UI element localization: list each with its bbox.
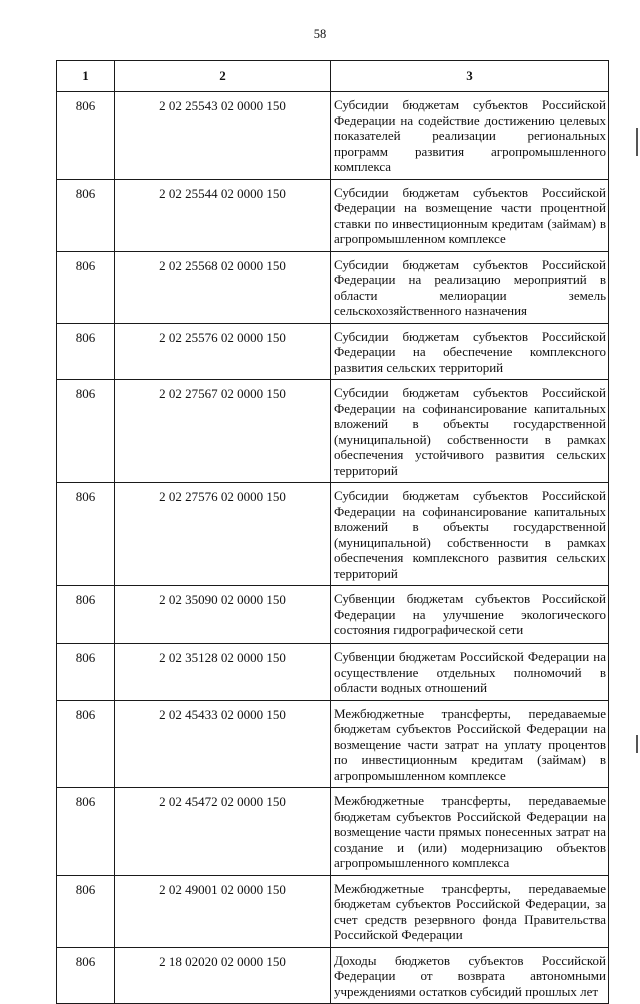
admin-code-cell: 806 [57, 875, 115, 947]
description-cell: Субсидии бюджетам субъектов Российской Федерации на обеспечение комплексного развития сельских территорий [331, 323, 609, 380]
admin-code-cell: 806 [57, 251, 115, 323]
kbk-code-cell: 2 02 27567 02 0000 150 [115, 380, 331, 483]
table-row [57, 483, 609, 586]
admin-code-cell: 806 [57, 700, 115, 788]
budget-classification-table [56, 60, 609, 1004]
description-cell: Межбюджетные трансферты, передаваемые бюджетам субъектов Российской Федерации на возмещение части затрат на уплату процентов по инвестиционным кредитам (займам) в агропромышленном комплексе [331, 700, 609, 788]
description-cell: Субсидии бюджетам субъектов Российской Федерации на возмещение части процентной ставки по инвестиционным кредитам (займам) в агропромышленном комплексе [331, 179, 609, 251]
table-row [57, 380, 609, 483]
column-header-3: 3 [331, 61, 609, 92]
page-number: 58 [313, 27, 327, 41]
admin-code-cell: 806 [57, 788, 115, 876]
table-row [57, 251, 609, 323]
kbk-code-cell: 2 02 27576 02 0000 150 [115, 483, 331, 586]
table-row [57, 788, 609, 876]
admin-code-cell: 806 [57, 947, 115, 1004]
description-cell: Субсидии бюджетам субъектов Российской Федерации на содействие достижению целевых показателей реализации региональных программ развития агропромышленного комплекса [331, 92, 609, 180]
table-row [57, 947, 609, 1004]
kbk-code-cell: 2 02 25568 02 0000 150 [115, 251, 331, 323]
admin-code-cell: 806 [57, 586, 115, 644]
admin-code-cell: 806 [57, 380, 115, 483]
description-cell: Субвенции бюджетам субъектов Российской Федерации на улучшение экологического состояния гидрографической сети [331, 586, 609, 644]
kbk-code-cell: 2 02 25576 02 0000 150 [115, 323, 331, 380]
admin-code-cell: 806 [57, 179, 115, 251]
description-cell: Субвенции бюджетам Российской Федерации на осуществление отдельных полномочий в области водных отношений [331, 644, 609, 701]
description-cell: Межбюджетные трансферты, передаваемые бюджетам субъектов Российской Федерации на возмещение части прямых понесенных затрат на создание и (или) модернизацию объектов агропромышленного комплекса [331, 788, 609, 876]
table-row [57, 179, 609, 251]
table-row [57, 644, 609, 701]
description-cell: Доходы бюджетов субъектов Российской Федерации от возврата автономными учреждениями остатков субсидий прошлых лет [331, 947, 609, 1004]
admin-code-cell: 806 [57, 323, 115, 380]
table-row [57, 875, 609, 947]
kbk-code-cell: 2 02 35090 02 0000 150 [115, 586, 331, 644]
admin-code-cell: 806 [57, 644, 115, 701]
column-header-1: 1 [57, 61, 115, 92]
table-header-row [57, 61, 609, 92]
kbk-code-cell: 2 18 02020 02 0000 150 [115, 947, 331, 1004]
admin-code-cell: 806 [57, 483, 115, 586]
description-cell: Субсидии бюджетам субъектов Российской Федерации на софинансирование капитальных вложений в объекты государственной (муниципальной) собственности в рамках обеспечения устойчивого развития сельских территорий [331, 380, 609, 483]
table-row [57, 700, 609, 788]
table-row [57, 323, 609, 380]
table-row [57, 92, 609, 180]
kbk-code-cell: 2 02 45472 02 0000 150 [115, 788, 331, 876]
scan-edge-mark [636, 735, 638, 753]
description-cell: Субсидии бюджетам субъектов Российской Федерации на софинансирование капитальных вложений в объекты государственной (муниципальной) собственности в рамках обеспечения комплексного развития сельских территорий [331, 483, 609, 586]
description-cell: Межбюджетные трансферты, передаваемые бюджетам субъектов Российской Федерации, за счет средств резервного фонда Правительства Российской Федерации [331, 875, 609, 947]
kbk-code-cell: 2 02 49001 02 0000 150 [115, 875, 331, 947]
kbk-code-cell: 2 02 25544 02 0000 150 [115, 179, 331, 251]
scan-edge-mark [636, 128, 638, 156]
column-header-2: 2 [115, 61, 331, 92]
table-row [57, 586, 609, 644]
admin-code-cell: 806 [57, 92, 115, 180]
kbk-code-cell: 2 02 35128 02 0000 150 [115, 644, 331, 701]
kbk-code-cell: 2 02 25543 02 0000 150 [115, 92, 331, 180]
description-cell: Субсидии бюджетам субъектов Российской Федерации на реализацию мероприятий в области мелиорации земель сельскохозяйственного назначения [331, 251, 609, 323]
kbk-code-cell: 2 02 45433 02 0000 150 [115, 700, 331, 788]
